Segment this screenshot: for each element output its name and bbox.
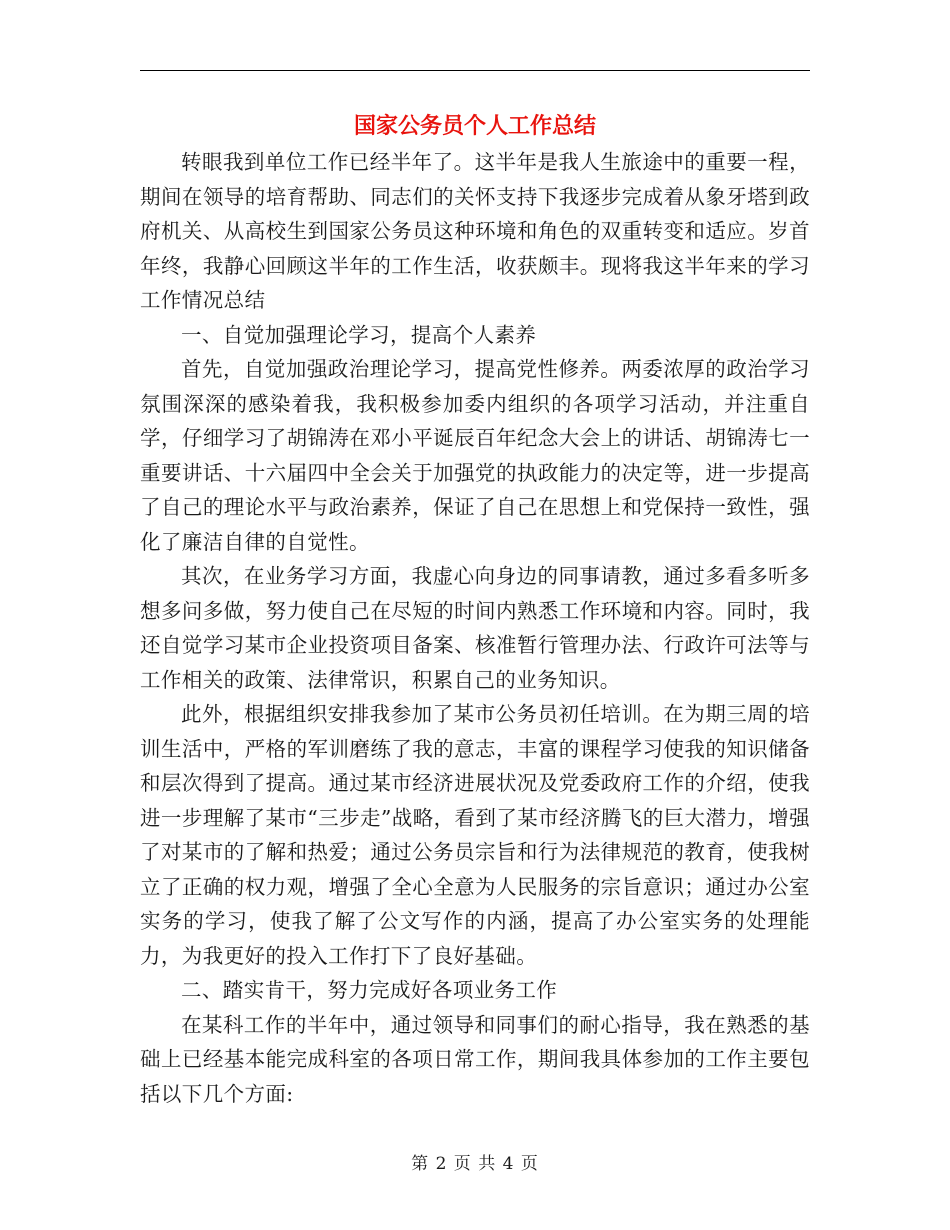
paragraph-work: 在某科工作的半年中，通过领导和同事们的耐心指导，我在熟悉的基础上已经基本能完成科室的各项日常工作，期间我具体参加的工作主要包括以下几个方面: — [140, 1012, 810, 1106]
document-body — [140, 145, 810, 1111]
paragraph-political-study: 首先，自觉加强政治理论学习，提高党性修养。两委浓厚的政治学习氛围深深的感染着我，我积极参加委内组织的各项学习活动，并注重自学，仔细学习了胡锦涛在邓小平诞辰百年纪念大会上的讲话、胡锦涛七一重要讲话、十六届四中全会关于加强党的执政能力的决定等，进一步提高了自己的理论水平与政治素养，保证了自己在思想上和党保持一致性，强化了廉洁自律的自觉性。 — [140, 357, 810, 554]
page-number: 第 2 页 共 4 页 — [411, 1154, 539, 1174]
paragraph-business-study: 其次，在业务学习方面，我虚心向身边的同事请教，通过多看多听多想多问多做，努力使自己在尽短的时间内熟悉工作环境和内容。同时，我还自觉学习某市企业投资项目备案、核准暂行管理办法、行政许可法等与工作相关的政策、法律常识，积累自己的业务知识。 — [140, 564, 810, 692]
section-heading-1: 一、自觉加强理论学习，提高个人素养 — [181, 322, 537, 347]
document-title: 国家公务员个人工作总结 — [353, 113, 596, 139]
paragraph-intro: 转眼我到单位工作已经半年了。这半年是我人生旅途中的重要一程，期间在领导的培育帮助、同志们的关怀支持下我逐步完成着从象牙塔到政府机关、从高校生到国家公务员这种环境和角色的双重转变和适应。岁首年终，我静心回顾这半年的工作生活，收获颇丰。现将我这半年来的学习工作情况总结 — [140, 150, 810, 312]
section-heading-2: 二、踏实肯干，努力完成好各项业务工作 — [181, 978, 558, 1002]
paragraph-training: 此外，根据组织安排我参加了某市公务员初任培训。在为期三周的培训生活中，严格的军训磨练了我的意志，丰富的课程学习使我的知识储备和层次得到了提高。通过某市经济进展状况及党委政府工作的介绍，使我进一步理解了某市“三步走”战略，看到了某市经济腾飞的巨大潜力，增强了对某市的了解和热爱；通过公务员宗旨和行为法律规范的教育，使我树立了正确的权力观，增强了全心全意为人民服务的宗旨意识；通过办公室实务的学习，使我了解了公文写作的内涵，提高了办公室实务的处理能力，为我更好的投入工作打下了良好基础。 — [140, 702, 810, 968]
header-rule — [140, 70, 810, 71]
